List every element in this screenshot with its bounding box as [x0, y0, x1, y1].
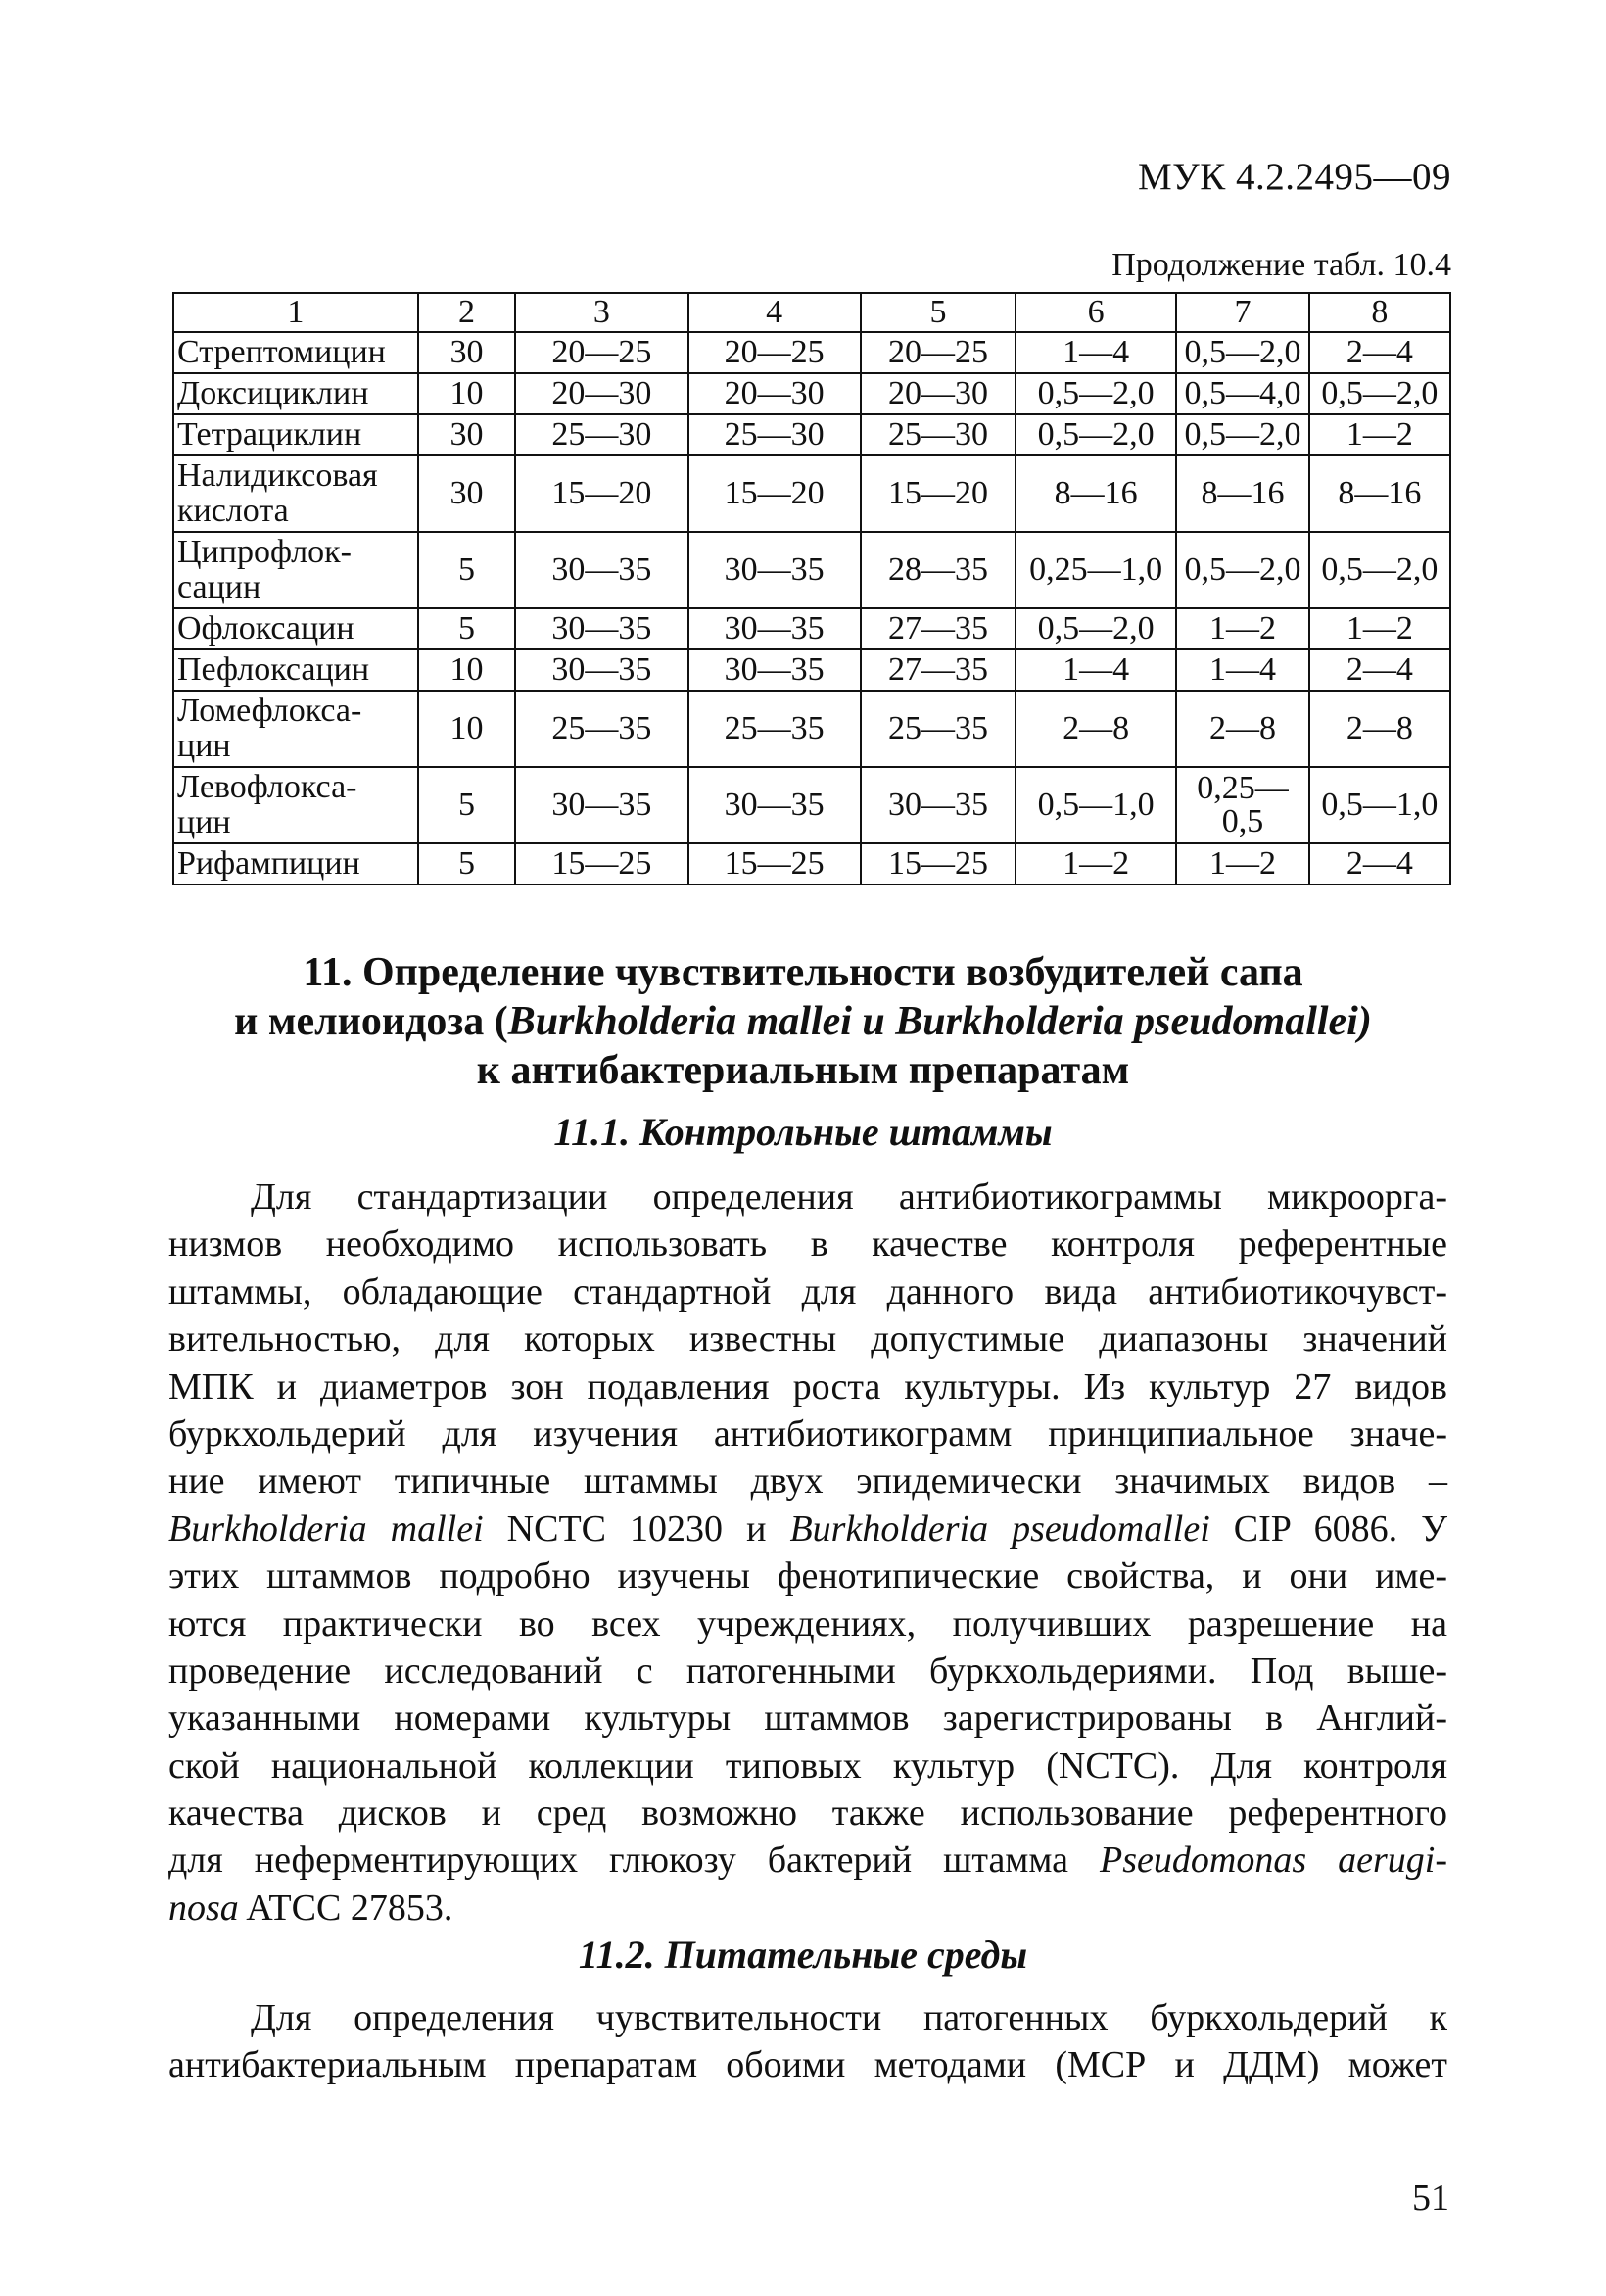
name-line: Налидиксовая — [177, 457, 378, 494]
name-line: Левофлокса- — [177, 769, 357, 805]
paragraph-line: вительностью, для которых известны допустимые диапазоны значений — [168, 1318, 1447, 1361]
name-line: Ломефлокса- — [177, 693, 362, 729]
name-line: Ципрофлок- — [177, 534, 352, 570]
paragraph — [168, 1173, 1447, 1932]
table-cell: 5 — [418, 767, 516, 843]
paragraph-line: этих штаммов подробно изучены фенотипические свойства, и они име- — [168, 1555, 1447, 1598]
table-cell: 25—30 — [861, 414, 1016, 455]
table-cell: 25—35 — [861, 691, 1016, 767]
column-header: 7 — [1176, 293, 1309, 332]
inline-text: ATCC 27853. — [238, 1887, 453, 1929]
inline-text: CIP 6086. У — [1209, 1507, 1447, 1550]
table-cell: 2—4 — [1309, 332, 1450, 373]
table-cell: 30—35 — [515, 649, 687, 691]
table-row — [173, 332, 1450, 373]
table-cell: 2—8 — [1016, 691, 1176, 767]
table-cell: 1—2 — [1309, 414, 1450, 455]
subsection-title: 11.2. Питательные среды — [578, 1933, 1028, 1977]
column-header: 6 — [1016, 293, 1176, 332]
antibiotic-name: Стрептомицин — [173, 332, 418, 373]
table-cell: 5 — [418, 608, 516, 649]
table-cell: 0,5—4,0 — [1176, 373, 1309, 414]
column-header: 1 — [173, 293, 418, 332]
table-cell: 2—8 — [1176, 691, 1309, 767]
table-cell — [1176, 767, 1309, 843]
paragraph-line: указанными номерами культуры штаммов зарегистрированы в Англий- — [168, 1698, 1447, 1740]
table-row — [173, 608, 1450, 649]
table-row — [173, 373, 1450, 414]
table-header-row — [173, 293, 1450, 332]
section-title-line: к антибактериальным препаратам — [476, 1048, 1130, 1093]
table-cell: 0,5—2,0 — [1016, 373, 1176, 414]
table-cell: 20—30 — [688, 373, 861, 414]
antibiotic-name: Рифампицин — [173, 843, 418, 885]
column-header: 3 — [515, 293, 687, 332]
column-header: 8 — [1309, 293, 1450, 332]
table-cell: 27—35 — [861, 649, 1016, 691]
table-cell: 0,5—2,0 — [1309, 373, 1450, 414]
section-title-line: 11. Определение чувствительности возбудителей сапа — [303, 950, 1303, 995]
table-cell: 30—35 — [861, 767, 1016, 843]
table-cell: 10 — [418, 649, 516, 691]
species-name: Burkholderia mallei — [168, 1507, 484, 1550]
table-cell: 30—35 — [688, 532, 861, 608]
table-row — [173, 767, 1450, 843]
table-cell: 30—35 — [515, 767, 687, 843]
table-cell: 30—35 — [688, 767, 861, 843]
paragraph-line: низмов необходимо использовать в качестве контроля референтные — [168, 1223, 1447, 1266]
paragraph-line: ются практически во всех учреждениях, получивших разрешение на — [168, 1602, 1447, 1645]
inline-text: для неферментирующих глюкозу бактерий штамма — [168, 1840, 1101, 1882]
species-name: Pseudomonas aerugi- — [1100, 1840, 1447, 1882]
table-cell: 0,5—2,0 — [1016, 414, 1176, 455]
table-row — [173, 649, 1450, 691]
paragraph-line: ской национальной коллекции типовых культур (NCTC). Для контроля — [168, 1745, 1447, 1787]
antibiotic-name — [173, 532, 418, 608]
paragraph-line — [168, 1885, 1447, 1932]
table-cell: 8—16 — [1176, 455, 1309, 532]
table-cell: 20—25 — [515, 332, 687, 373]
section-title-species: Burkholderia mallei и Burkholderia pseudomallei) — [507, 999, 1372, 1044]
paragraph-line: Для определения чувствительности патогенных буркхольдерий к — [251, 1997, 1447, 2038]
table-cell: 20—30 — [515, 373, 687, 414]
table-cell: 8—16 — [1309, 455, 1450, 532]
table-cell: 15—20 — [861, 455, 1016, 532]
paragraph-line: МПК и диаметров зон подавления роста культуры. Из культур 27 видов — [168, 1365, 1447, 1408]
table-cell: 27—35 — [861, 608, 1016, 649]
table-cell: 20—25 — [688, 332, 861, 373]
name-line: цин — [177, 804, 231, 840]
paragraph-line: антибактериальным препаратам обоими методами (МСР и ДДМ) может — [168, 2044, 1447, 2086]
paragraph-line: штаммы, обладающие стандартной для данного вида антибиотикочувст- — [168, 1270, 1447, 1313]
table-cell: 30 — [418, 332, 516, 373]
inline-text: NCTC 10230 и — [483, 1507, 790, 1550]
table-cell: 30 — [418, 414, 516, 455]
table-cell: 1—2 — [1309, 608, 1450, 649]
table-cell: 30 — [418, 455, 516, 532]
table-row — [173, 691, 1450, 767]
antibiotic-name: Пефлоксацин — [173, 649, 418, 691]
antibiotic-name — [173, 767, 418, 843]
table-cell: 20—25 — [861, 332, 1016, 373]
table-row — [173, 532, 1450, 608]
table-cell: 25—35 — [688, 691, 861, 767]
table-cell: 2—4 — [1309, 649, 1450, 691]
name-line: сацин — [177, 569, 261, 605]
table-row — [173, 414, 1450, 455]
antibiotic-name: Тетрациклин — [173, 414, 418, 455]
column-header: 4 — [688, 293, 861, 332]
paragraph-line — [168, 1837, 1447, 1884]
subsection-title: 11.1. Контрольные штаммы — [553, 1110, 1053, 1154]
table-cell: 15—25 — [688, 843, 861, 885]
page-number: 51 — [1412, 2177, 1449, 2219]
table-cell: 0,5—1,0 — [1016, 767, 1176, 843]
table-caption: Продолжение табл. 10.4 — [1111, 247, 1451, 283]
table-cell: 8—16 — [1016, 455, 1176, 532]
antibiotic-name: Офлоксацин — [173, 608, 418, 649]
table-row — [173, 455, 1450, 532]
table-cell: 25—30 — [515, 414, 687, 455]
section-title — [157, 948, 1449, 1095]
document-code: МУК 4.2.2495—09 — [1137, 156, 1451, 198]
antibiotic-name: Доксициклин — [173, 373, 418, 414]
table-cell: 0,5—2,0 — [1176, 332, 1309, 373]
table-cell: 0,5—2,0 — [1176, 414, 1309, 455]
paragraph-line: ние имеют типичные штаммы двух эпидемически значимых видов – — [168, 1460, 1447, 1503]
table-cell: 25—35 — [515, 691, 687, 767]
table-cell: 30—35 — [515, 532, 687, 608]
table-cell: 15—20 — [688, 455, 861, 532]
table-cell: 30—35 — [515, 608, 687, 649]
table-cell: 0,5—2,0 — [1309, 532, 1450, 608]
cell-line: 0,25— — [1197, 770, 1289, 806]
column-header: 5 — [861, 293, 1016, 332]
table-cell: 25—30 — [688, 414, 861, 455]
table-cell: 2—8 — [1309, 691, 1450, 767]
species-name: Burkholderia pseudomallei — [789, 1507, 1210, 1550]
table-cell: 0,25—1,0 — [1016, 532, 1176, 608]
table-cell: 1—2 — [1016, 843, 1176, 885]
table-cell: 15—25 — [515, 843, 687, 885]
cell-line: 0,5 — [1221, 803, 1264, 839]
table-cell: 1—4 — [1176, 649, 1309, 691]
table-cell: 1—2 — [1176, 608, 1309, 649]
paragraph — [168, 1994, 1447, 2089]
table-cell: 10 — [418, 373, 516, 414]
section-title-text: и мелиоидоза ( — [234, 999, 508, 1044]
table-cell: 0,5—2,0 — [1176, 532, 1309, 608]
table-cell: 20—30 — [861, 373, 1016, 414]
table-cell: 1—2 — [1176, 843, 1309, 885]
table-cell: 15—25 — [861, 843, 1016, 885]
species-name: nosa — [168, 1887, 239, 1929]
table-cell: 5 — [418, 843, 516, 885]
table-cell: 30—35 — [688, 608, 861, 649]
table-row — [173, 843, 1450, 885]
antibiotic-name — [173, 691, 418, 767]
table-cell: 2—4 — [1309, 843, 1450, 885]
paragraph-line — [168, 1506, 1447, 1553]
section-title-line — [157, 997, 1449, 1046]
name-line: кислота — [177, 493, 289, 529]
table-cell: 28—35 — [861, 532, 1016, 608]
table-cell: 30—35 — [688, 649, 861, 691]
antibiotic-name — [173, 455, 418, 532]
table-cell: 1—4 — [1016, 332, 1176, 373]
table-cell: 0,5—2,0 — [1016, 608, 1176, 649]
sensitivity-table — [172, 292, 1451, 885]
table-cell: 5 — [418, 532, 516, 608]
paragraph-line: качества дисков и сред возможно также использование референтного — [168, 1793, 1447, 1835]
paragraph-line: Для стандартизации определения антибиотикограммы микроорга- — [251, 1176, 1447, 1218]
name-line: цин — [177, 728, 231, 764]
table-cell: 0,5—1,0 — [1309, 767, 1450, 843]
table-cell: 10 — [418, 691, 516, 767]
paragraph-line: буркхольдерий для изучения антибиотикограмм принципиальное значе- — [168, 1412, 1447, 1455]
column-header: 2 — [418, 293, 516, 332]
table-cell: 1—4 — [1016, 649, 1176, 691]
table-cell: 15—20 — [515, 455, 687, 532]
paragraph-line: проведение исследований с патогенными буркхольдериями. Под выше- — [168, 1650, 1447, 1692]
